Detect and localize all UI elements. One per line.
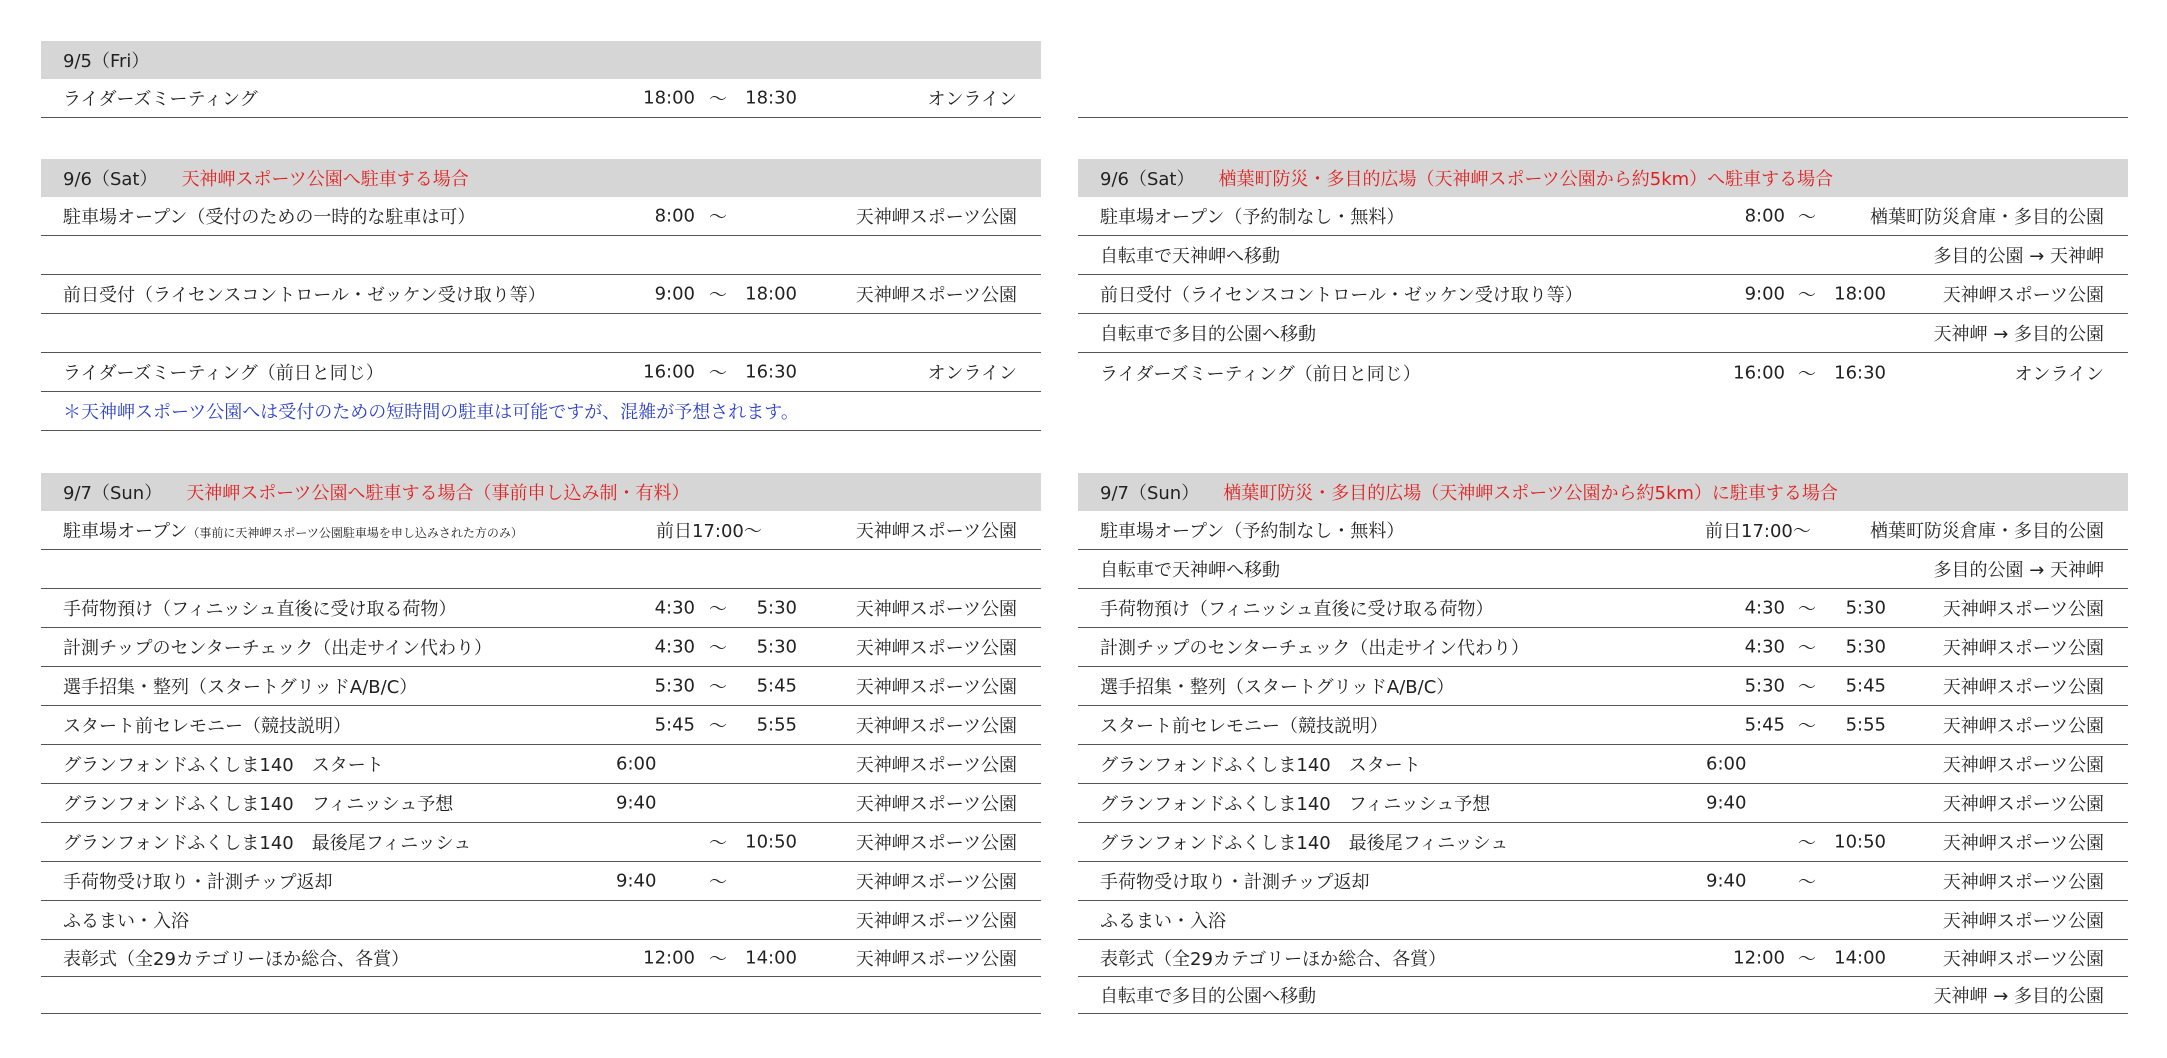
time-range-tilde: 〜 — [1798, 599, 1816, 620]
end-time: 5:30 — [756, 636, 797, 658]
time-range-tilde: 〜 — [1798, 949, 1816, 970]
event-place: 天神岬スポーツ公園 — [855, 599, 1017, 620]
event-place: 楢葉町防災倉庫・多目的公園 — [1870, 521, 2104, 542]
table-row — [41, 353, 1041, 392]
event-place: 天神岬スポーツ公園 — [855, 911, 1017, 932]
start-time: 16:00 — [643, 361, 695, 383]
start-time: 4:30 — [654, 597, 695, 619]
day-header-sun — [1078, 473, 2128, 511]
end-time: 18:00 — [745, 283, 797, 305]
event-place: 天神岬スポーツ公園 — [855, 677, 1017, 698]
start-time: 9:00 — [654, 283, 695, 305]
event-place: 天神岬スポーツ公園 — [1942, 872, 2104, 893]
table-row — [41, 589, 1041, 628]
table-row — [41, 197, 1041, 236]
note-row — [41, 392, 1041, 431]
event-place: 天神岬スポーツ公園 — [855, 716, 1017, 737]
time-range-tilde: 〜 — [709, 949, 727, 970]
end-time: 5:55 — [756, 714, 797, 736]
event-label: 手荷物預け（フィニッシュ直後に受け取る荷物） — [1100, 599, 1494, 620]
day-header-fri — [41, 41, 1041, 79]
event-place: 天神岬スポーツ公園 — [1942, 638, 2104, 659]
event-place: オンライン — [927, 89, 1017, 110]
parking-condition: 楢葉町防災・多目的広場（天神岬スポーツ公園から約5km）へ駐車する場合 — [1218, 169, 1834, 190]
event-place: オンライン — [927, 363, 1017, 384]
event-label: 選手招集・整列（スタートグリッドA/B/C） — [63, 677, 418, 698]
event-label-note: （事前に天神岬スポーツ公園駐車場を申し込みされた方のみ） — [187, 526, 523, 540]
start-time: 6:00 — [616, 753, 657, 775]
start-time: 4:30 — [1744, 597, 1785, 619]
event-label: グランフォンドふくしま140 フィニッシュ予想 — [1100, 794, 1491, 815]
table-row — [1078, 511, 2128, 550]
event-label: ふるまい・入浴 — [63, 911, 189, 932]
table-row — [41, 862, 1041, 901]
event-label: 自転車で多目的公園へ移動 — [1100, 324, 1316, 345]
start-time: 18:00 — [643, 87, 695, 109]
end-time: 18:30 — [745, 87, 797, 109]
event-place: 天神岬スポーツ公園 — [855, 521, 1017, 542]
event-place: 多目的公園 → 天神岬 — [1933, 246, 2104, 267]
end-time: 10:50 — [745, 831, 797, 853]
table-row — [41, 550, 1041, 589]
start-time: 5:45 — [1744, 714, 1785, 736]
table-row — [1078, 940, 2128, 977]
event-label: 表彰式（全29カテゴリーほか総合、各賞） — [1100, 949, 1447, 970]
day-header-sun — [41, 473, 1041, 511]
event-label: グランフォンドふくしま140 スタート — [1100, 755, 1421, 776]
event-place: 天神岬スポーツ公園 — [855, 794, 1017, 815]
event-label: グランフォンドふくしま140 スタート — [63, 755, 384, 776]
table-row — [1078, 236, 2128, 275]
event-label: 前日受付（ライセンスコントロール・ゼッケン受け取り等） — [63, 285, 546, 306]
time-range-tilde: 〜 — [1798, 285, 1816, 306]
table-row — [1078, 550, 2128, 589]
end-time: 5:45 — [756, 675, 797, 697]
end-time: 5:30 — [756, 597, 797, 619]
divider — [1078, 117, 2128, 118]
event-place: 天神岬スポーツ公園 — [855, 872, 1017, 893]
start-time: 5:45 — [654, 714, 695, 736]
time-range-tilde: 〜 — [709, 833, 727, 854]
table-row — [41, 977, 1041, 1014]
event-place: 天神岬スポーツ公園 — [1942, 716, 2104, 737]
event-place: 天神岬スポーツ公園 — [1942, 677, 2104, 698]
table-row — [41, 706, 1041, 745]
event-label: 駐車場オープン（予約制なし・無料） — [1100, 207, 1405, 228]
start-time: 5:30 — [1744, 675, 1785, 697]
event-place: 天神岬スポーツ公園 — [1942, 833, 2104, 854]
start-time: 9:00 — [1744, 283, 1785, 305]
event-label — [63, 517, 523, 543]
day-date: 9/7（Sun） — [1100, 483, 1200, 504]
start-time: 8:00 — [654, 205, 695, 227]
time-range-tilde: 〜 — [1798, 207, 1816, 228]
end-time: 5:55 — [1845, 714, 1886, 736]
time-range-tilde: 〜 — [709, 89, 727, 110]
day-date: 9/6（Sat） — [63, 169, 158, 190]
time-range-tilde: 〜 — [709, 677, 727, 698]
time-range-tilde: 〜 — [1798, 677, 1816, 698]
table-row — [41, 511, 1041, 550]
event-place: 天神岬スポーツ公園 — [1942, 599, 2104, 620]
time-range-tilde: 〜 — [709, 599, 727, 620]
table-row — [41, 314, 1041, 353]
end-time: 10:50 — [1834, 831, 1886, 853]
day-date: 9/7（Sun） — [63, 483, 163, 504]
event-label: 計測チップのセンターチェック（出走サイン代わり） — [63, 638, 492, 659]
start-time: 4:30 — [1744, 636, 1785, 658]
end-time: 5:30 — [1845, 597, 1886, 619]
event-place: 天神岬スポーツ公園 — [1942, 285, 2104, 306]
event-place: 天神岬スポーツ公園 — [855, 207, 1017, 228]
event-place: 楢葉町防災倉庫・多目的公園 — [1870, 207, 2104, 228]
end-time: 5:30 — [1845, 636, 1886, 658]
event-place: 天神岬スポーツ公園 — [855, 755, 1017, 776]
parking-note: ＊天神岬スポーツ公園へは受付のための短時間の駐車は可能ですが、混雑が予想されます。 — [63, 402, 799, 423]
event-place: 天神岬スポーツ公園 — [855, 638, 1017, 659]
event-label: 自転車で多目的公園へ移動 — [1100, 986, 1316, 1007]
event-place: 天神岬 → 多目的公園 — [1933, 986, 2104, 1007]
time-range-tilde: 〜 — [1798, 872, 1816, 893]
parking-condition: 天神岬スポーツ公園へ駐車する場合 — [181, 169, 469, 190]
event-label: 表彰式（全29カテゴリーほか総合、各賞） — [63, 949, 410, 970]
event-label: 自転車で天神岬へ移動 — [1100, 246, 1280, 267]
table-row — [1078, 784, 2128, 823]
event-label: 前日受付（ライセンスコントロール・ゼッケン受け取り等） — [1100, 285, 1583, 306]
table-row — [1078, 275, 2128, 314]
time-range-tilde: 〜 — [1798, 716, 1816, 737]
event-label: ライダーズミーティング — [63, 89, 258, 110]
day-date: 9/5（Fri） — [63, 51, 150, 72]
table-row — [1078, 745, 2128, 784]
start-time: 9:40 — [616, 792, 657, 814]
sat-left-schedule — [41, 159, 1041, 431]
parking-condition: 楢葉町防災・多目的広場（天神岬スポーツ公園から約5km）に駐車する場合 — [1223, 483, 1838, 504]
end-time: 16:30 — [745, 361, 797, 383]
table-row — [1078, 667, 2128, 706]
time-range-tilde: 〜 — [709, 285, 727, 306]
event-place: 天神岬 → 多目的公園 — [1933, 324, 2104, 345]
time-range-tilde: 〜 — [709, 872, 727, 893]
event-label: 計測チップのセンターチェック（出走サイン代わり） — [1100, 638, 1529, 659]
table-row — [1078, 862, 2128, 901]
time-range-tilde: 〜 — [709, 363, 727, 384]
table-row — [1078, 197, 2128, 236]
table-row — [41, 275, 1041, 314]
day-header-sat — [1078, 159, 2128, 197]
table-row — [1078, 706, 2128, 745]
event-label: 手荷物預け（フィニッシュ直後に受け取る荷物） — [63, 599, 457, 620]
table-row — [41, 79, 1041, 118]
day-header-sat — [41, 159, 1041, 197]
time-range-tilde: 〜 — [709, 638, 727, 659]
table-row — [41, 901, 1041, 940]
start-time: 4:30 — [654, 636, 695, 658]
table-row — [41, 745, 1041, 784]
end-time: 14:00 — [745, 947, 797, 969]
event-place: 天神岬スポーツ公園 — [1942, 911, 2104, 932]
event-label: ライダーズミーティング（前日と同じ） — [1100, 363, 1421, 385]
table-row — [1078, 901, 2128, 940]
table-row — [41, 667, 1041, 706]
event-label: 駐車場オープン（受付のための一時的な駐車は可） — [63, 207, 476, 228]
start-time: 6:00 — [1706, 753, 1747, 775]
sun-right-schedule — [1078, 473, 2128, 1014]
end-time: 18:00 — [1834, 283, 1886, 305]
event-place: 多目的公園 → 天神岬 — [1933, 560, 2104, 581]
start-time: 9:40 — [1706, 792, 1747, 814]
end-time: 16:30 — [1834, 362, 1886, 383]
event-place: オンライン — [2014, 363, 2104, 385]
table-row — [41, 236, 1041, 275]
table-row — [1078, 314, 2128, 353]
event-label: 手荷物受け取り・計測チップ返却 — [1100, 872, 1370, 893]
start-time: 16:00 — [1733, 362, 1785, 383]
table-row — [1078, 589, 2128, 628]
table-row — [1078, 823, 2128, 862]
time-range-tilde: 〜 — [1798, 833, 1816, 854]
start-time: 9:40 — [616, 870, 657, 892]
event-label: 手荷物受け取り・計測チップ返却 — [63, 872, 333, 893]
event-place: 天神岬スポーツ公園 — [1942, 755, 2104, 776]
event-label: ライダーズミーティング（前日と同じ） — [63, 363, 384, 384]
time-range-tilde: 〜 — [1798, 363, 1816, 385]
event-label: ふるまい・入浴 — [1100, 911, 1226, 932]
table-row — [1078, 628, 2128, 667]
day-date: 9/6（Sat） — [1100, 169, 1195, 190]
table-row — [41, 823, 1041, 862]
event-label-main: 駐車場オープン — [63, 521, 188, 542]
event-label: グランフォンドふくしま140 最後尾フィニッシュ — [1100, 833, 1509, 854]
table-row — [1078, 353, 2128, 392]
end-time: 14:00 — [1834, 947, 1886, 969]
table-row — [41, 940, 1041, 977]
event-label: 自転車で天神岬へ移動 — [1100, 560, 1280, 581]
sat-right-schedule — [1078, 159, 2128, 392]
table-row — [41, 628, 1041, 667]
event-label: 選手招集・整列（スタートグリッドA/B/C） — [1100, 677, 1455, 698]
event-place: 天神岬スポーツ公園 — [855, 949, 1017, 970]
time-range-tilde: 〜 — [709, 207, 727, 228]
parking-condition: 天神岬スポーツ公園へ駐車する場合（事前申し込み制・有料） — [186, 483, 690, 504]
sun-left-schedule — [41, 473, 1041, 1014]
event-place: 天神岬スポーツ公園 — [855, 833, 1017, 854]
end-time: 5:45 — [1845, 675, 1886, 697]
event-label: グランフォンドふくしま140 最後尾フィニッシュ — [63, 833, 472, 854]
event-label: スタート前セレモニー（競技説明） — [63, 716, 351, 737]
table-row — [1078, 977, 2128, 1014]
start-time: 12:00 — [643, 947, 695, 969]
table-row — [41, 784, 1041, 823]
start-time: 8:00 — [1744, 205, 1785, 227]
start-time: 9:40 — [1706, 870, 1747, 892]
time-range-tilde: 〜 — [709, 716, 727, 737]
start-time: 前日17:00〜 — [1705, 521, 1811, 542]
event-label: 駐車場オープン（予約制なし・無料） — [1100, 521, 1405, 542]
fri-schedule — [41, 41, 1041, 118]
event-place: 天神岬スポーツ公園 — [1942, 949, 2104, 970]
event-place: 天神岬スポーツ公園 — [1942, 794, 2104, 815]
start-time: 12:00 — [1733, 947, 1785, 969]
event-label: スタート前セレモニー（競技説明） — [1100, 716, 1388, 737]
event-place: 天神岬スポーツ公園 — [855, 285, 1017, 306]
start-time: 5:30 — [654, 675, 695, 697]
event-label: グランフォンドふくしま140 フィニッシュ予想 — [63, 794, 454, 815]
time-range-tilde: 〜 — [1798, 638, 1816, 659]
start-time: 前日17:00〜 — [656, 521, 762, 542]
